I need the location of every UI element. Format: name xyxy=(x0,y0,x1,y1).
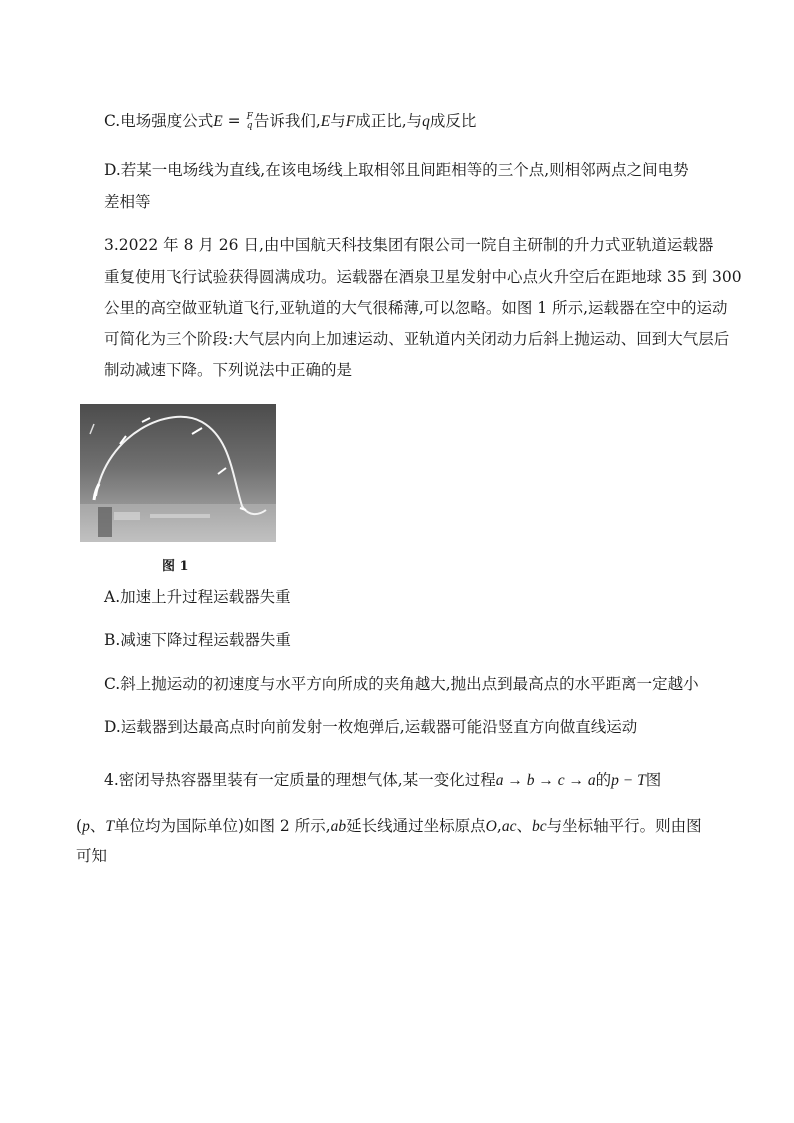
q3-line-4: 可简化为三个阶段:大气层内向上加速运动、亚轨道内关闭动力后斜上抛运动、回到大气层后 xyxy=(104,330,730,348)
q4-text: 与坐标轴平行。则由图 xyxy=(546,817,702,835)
math-O: O xyxy=(485,818,497,835)
math-process: a → b → c → a xyxy=(495,772,596,789)
q4-text: 单位均为国际单位)如图 2 所示, xyxy=(113,817,331,835)
q4-text: ( xyxy=(76,817,83,835)
q4-line-3: 可知 xyxy=(76,847,108,865)
option-c-prev xyxy=(104,111,476,132)
math-T: T xyxy=(105,818,114,835)
q3-option-d: D.运载器到达最高点时向前发射一枚炮弹后,运载器可能沿竖直方向做直线运动 xyxy=(104,718,638,736)
option-text: C.电场强度公式 xyxy=(104,112,214,130)
figure-1-caption: 图 1 xyxy=(162,559,189,574)
q3-option-c: C.斜上抛运动的初速度与水平方向所成的夹角越大,抛出点到最高点的水平距离一定越小 xyxy=(104,675,699,693)
q4-text: 延长线通过坐标原点 xyxy=(346,817,486,835)
q3-option-b: B.减速下降过程运载器失重 xyxy=(104,631,291,649)
math-E: E xyxy=(320,113,331,130)
q4-text: , xyxy=(496,817,502,835)
fraction-F-over-q xyxy=(247,113,253,131)
q3-line-1: 3.2022 年 8 月 26 日,由中国航天科技集团有限公司一院自主研制的升力式亚轨道运载器 xyxy=(104,236,714,254)
math-p: p xyxy=(82,818,90,835)
math-p-T: p − T xyxy=(611,772,646,789)
math-ab: ab xyxy=(330,818,347,835)
option-text: 成反比 xyxy=(429,112,477,130)
q4-text: 4.密闭导热容器里装有一定质量的理想气体,某一变化过程 xyxy=(104,771,496,789)
trajectory-illustration xyxy=(80,404,276,542)
q3-line-3: 公里的高空做亚轨道飞行,亚轨道的大气很稀薄,可以忽略。如图 1 所示,运载器在空中的运动 xyxy=(104,299,728,317)
q4-text: 、 xyxy=(516,817,532,835)
q4-text: 、 xyxy=(89,817,106,835)
frac-numerator: F xyxy=(246,112,253,122)
option-text: 告诉我们, xyxy=(253,112,321,130)
q4-text: 图 xyxy=(645,771,662,789)
option-text: 成正比,与 xyxy=(355,112,423,130)
q4-line-1 xyxy=(104,770,661,791)
equals-sign: = xyxy=(222,112,246,130)
math-ac: ac xyxy=(501,818,517,835)
q3-line-5: 制动减速下降。下列说法中正确的是 xyxy=(104,361,353,379)
q3-line-2: 重复使用飞行试验获得圆满成功。运载器在酒泉卫星发射中心点火升空后在距地球 35 到 300 xyxy=(104,268,742,286)
frac-denominator: q xyxy=(246,121,253,131)
option-text: 与 xyxy=(330,112,346,130)
q4-text: 的 xyxy=(595,771,612,789)
math-bc: bc xyxy=(531,818,547,835)
math-q: q xyxy=(422,113,430,130)
figure-1-trajectory-photo xyxy=(80,404,276,542)
q4-line-2 xyxy=(76,816,702,837)
math-E: E xyxy=(213,113,223,130)
q3-option-a: A.加速上升过程运载器失重 xyxy=(104,588,291,606)
option-d-prev-line2: 差相等 xyxy=(104,193,151,211)
option-d-prev-line1: D.若某一电场线为直线,在该电场线上取相邻且间距相等的三个点,则相邻两点之间电势 xyxy=(104,161,689,179)
math-F: F xyxy=(345,113,356,130)
